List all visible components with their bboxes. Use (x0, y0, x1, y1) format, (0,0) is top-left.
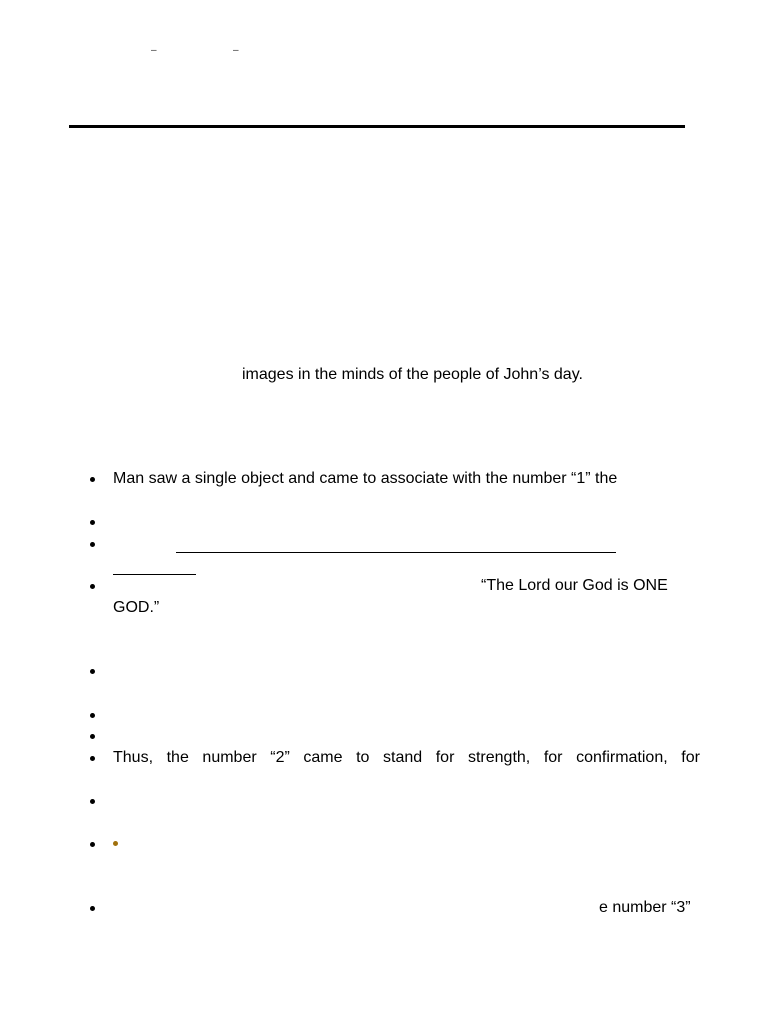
bullet-text-lord-quote: “The Lord our God is ONE (481, 577, 668, 594)
bullet-text-number-three: e number “3” (599, 899, 691, 916)
bullet-text-number-one: Man saw a single object and came to associate with the number “1” the (113, 470, 618, 487)
bullet-icon (89, 712, 97, 720)
justified-word: the (166, 749, 189, 766)
justified-word: confirmation, (576, 749, 668, 766)
bullet-icon (89, 905, 97, 913)
justified-word: stand (383, 749, 423, 766)
bullet-icon (89, 668, 97, 676)
bullet-icon (89, 519, 97, 527)
header-dash-right: – (233, 45, 239, 56)
bullet-text-god-cont: GOD.” (113, 599, 160, 616)
justified-word: for (543, 749, 563, 766)
bullet-icon (89, 798, 97, 806)
accent-bullet-icon (113, 841, 118, 846)
fill-in-blank-line (176, 552, 616, 553)
justified-word: strength, (467, 749, 531, 766)
justified-word: came (303, 749, 343, 766)
bullet-icon (89, 476, 97, 484)
bullet-icon (89, 841, 97, 849)
justified-word: for (681, 749, 700, 766)
fill-in-blank-line (113, 574, 196, 575)
header-dash-left: – (151, 45, 157, 56)
justified-word: “2” (270, 749, 290, 766)
bullet-icon (89, 583, 97, 591)
justified-word: for (435, 749, 455, 766)
justified-word: to (356, 749, 370, 766)
justified-word: number (202, 749, 257, 766)
paragraph-images-line: images in the minds of the people of John’s day. (242, 366, 583, 383)
bullet-text-number-two (113, 748, 700, 768)
header-rule (69, 125, 685, 128)
bullet-icon (89, 755, 97, 763)
justified-word: Thus, (113, 749, 154, 766)
bullet-icon (89, 733, 97, 741)
bullet-icon (89, 541, 97, 549)
